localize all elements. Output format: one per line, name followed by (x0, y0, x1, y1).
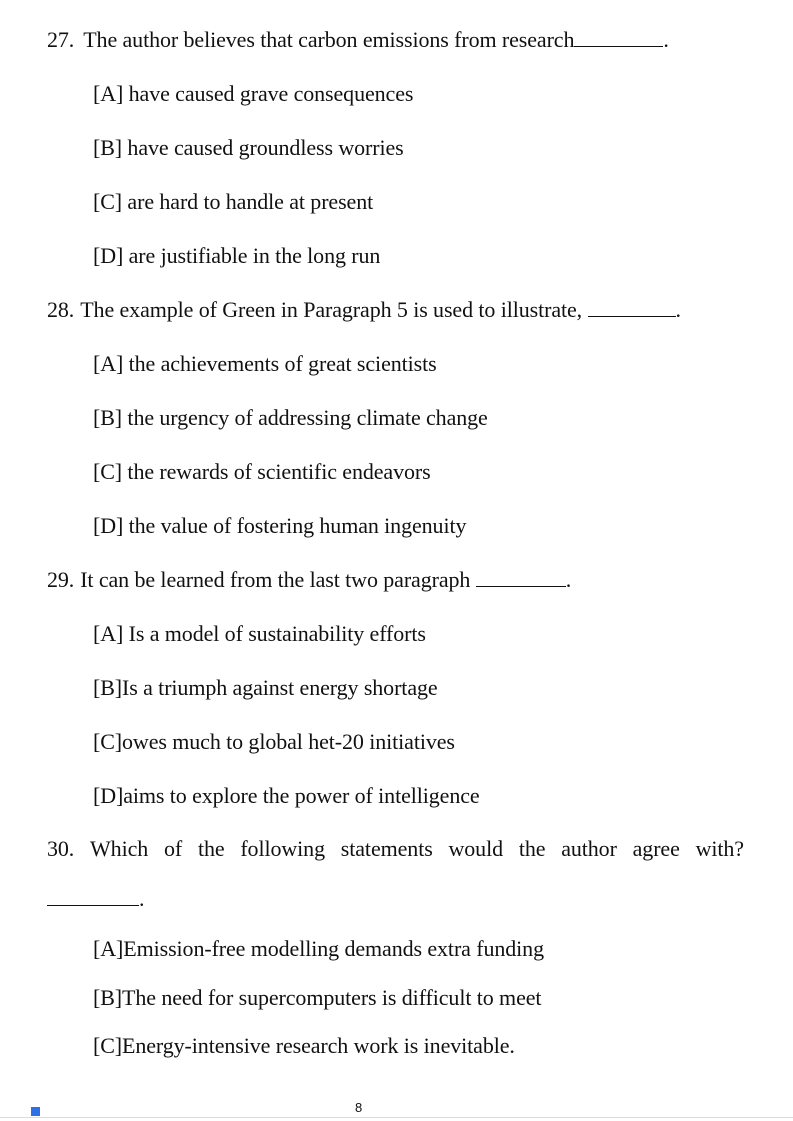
option-a: [A] have caused grave consequences (93, 81, 414, 106)
option-c: [C] the rewards of scientific endeavors (93, 459, 431, 484)
question-stem-text: The author believes that carbon emissions from research (83, 27, 575, 52)
question-30-blank-line (47, 886, 144, 912)
option-b: [B] have caused groundless worries (93, 135, 404, 160)
stem-word: would (448, 836, 503, 861)
page-number: 8 (355, 1100, 363, 1115)
question-end-period: . (565, 567, 572, 592)
option-d: [D] are justifiable in the long run (93, 243, 381, 268)
question-end-period: . (139, 886, 145, 911)
stem-word: the (518, 836, 546, 861)
answer-blank (574, 29, 663, 47)
question-29-stem (47, 567, 571, 593)
question-end-period: . (663, 27, 669, 52)
answer-blank (476, 569, 566, 587)
question-end-period: . (675, 297, 681, 322)
stem-word: the (197, 836, 225, 861)
option-a: [A] Is a model of sustainability efforts (93, 621, 426, 646)
question-28-stem (47, 297, 681, 323)
question-number: 30. (47, 836, 75, 861)
option-b: [B]The need for supercomputers is difficult to meet (93, 985, 542, 1010)
option-b: [B]Is a triumph against energy shortage (93, 675, 438, 700)
stem-word: of (163, 836, 183, 861)
option-a: [A]Emission-free modelling demands extra funding (93, 936, 544, 961)
answer-blank (47, 888, 139, 906)
stem-word: statements (340, 836, 433, 861)
option-c: [C]owes much to global het-20 initiatives (93, 729, 455, 754)
answer-blank (588, 299, 676, 317)
option-c: [C]Energy-intensive research work is inevitable. (93, 1033, 515, 1058)
stem-word: Which (90, 836, 149, 861)
stem-word: agree (632, 836, 680, 861)
option-d: [D] the value of fostering human ingenuity (93, 513, 467, 538)
question-27-stem (47, 27, 669, 53)
stem-word: with? (695, 836, 744, 861)
footer-divider (0, 1117, 793, 1118)
question-number: 27. (47, 27, 75, 52)
option-d: [D]aims to explore the power of intelligence (93, 783, 480, 808)
stem-word: following (240, 836, 325, 861)
option-a: [A] the achievements of great scientists (93, 351, 437, 376)
question-number: 28. (47, 297, 75, 322)
page-marker-square (31, 1107, 40, 1116)
question-number: 29. (47, 567, 75, 592)
question-stem-text: It can be learned from the last two paragraph (80, 567, 471, 592)
option-c: [C] are hard to handle at present (93, 189, 374, 214)
option-b: [B] the urgency of addressing climate change (93, 405, 488, 430)
stem-word: author (561, 836, 617, 861)
question-stem-text: The example of Green in Paragraph 5 is used to illustrate, (80, 297, 583, 322)
question-30-stem (47, 836, 744, 862)
